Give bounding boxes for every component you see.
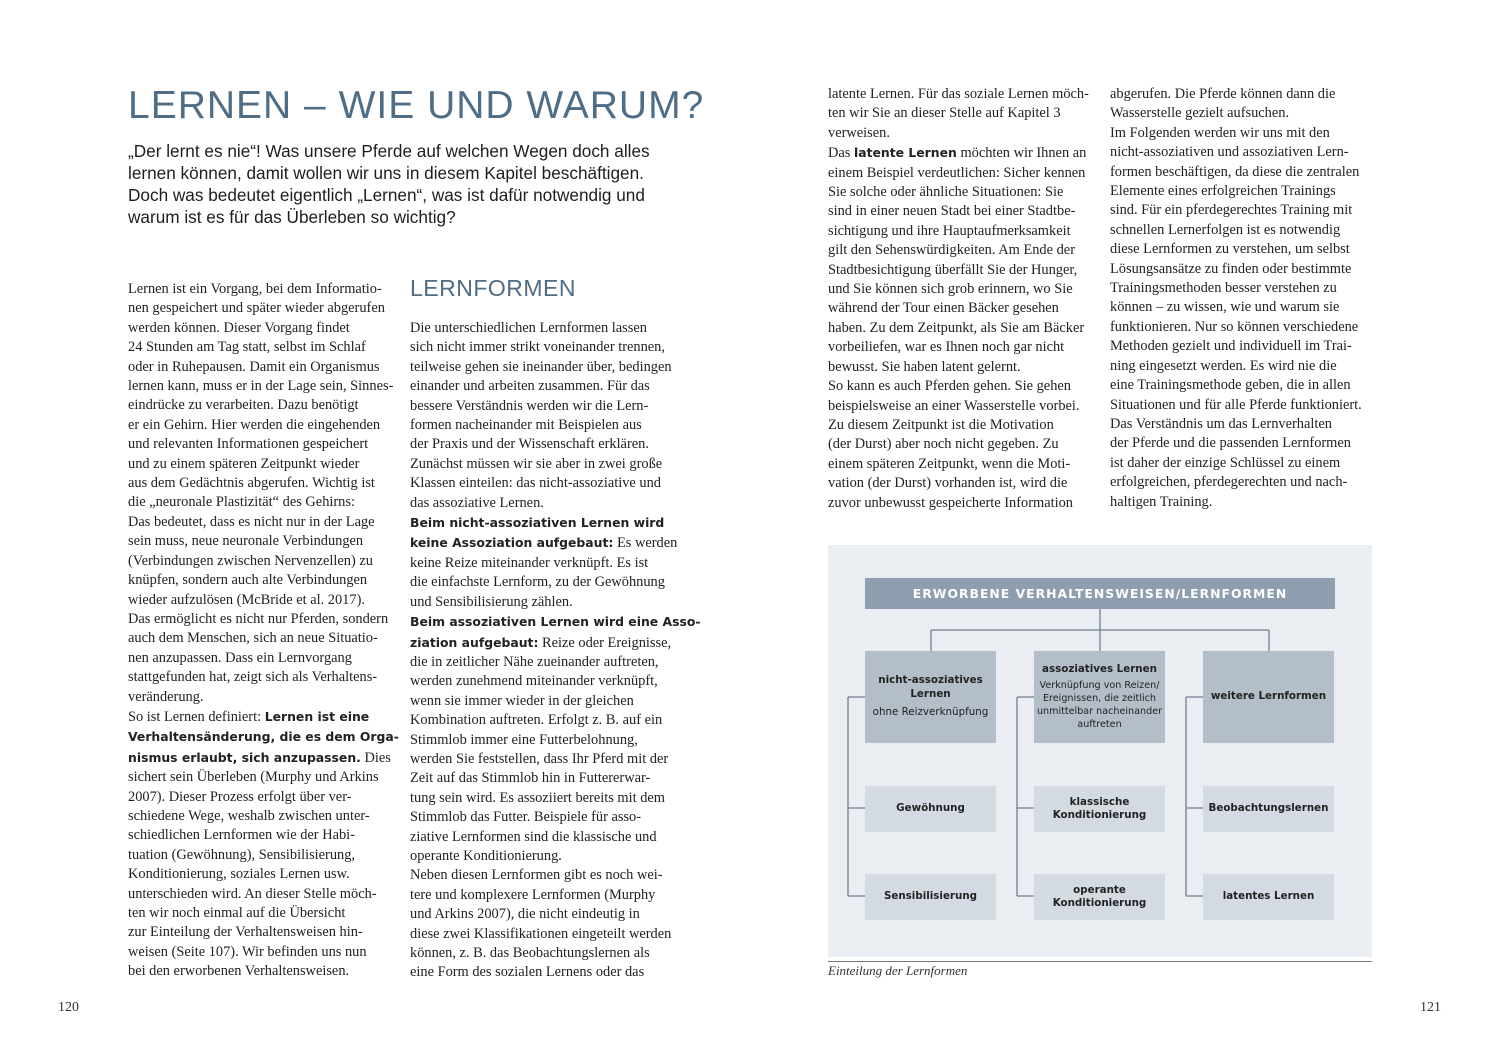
text-run: operante Konditionierung. <box>410 847 562 864</box>
text-run: werden zunehmend miteinander verknüpft, <box>410 673 658 690</box>
text-run: bewusst. Sie haben latent gelernt. <box>828 358 1021 375</box>
text-run: Es werden <box>613 535 678 552</box>
text-line <box>828 338 1089 357</box>
text-line <box>410 711 701 730</box>
text-run: eindrücke zu verarbeiten. Dazu benötigt <box>128 397 359 414</box>
box-title-line: Konditionierung <box>1052 809 1147 821</box>
text-run: vation (der Durst) vorhanden ist, wird die <box>828 475 1068 492</box>
text-run: sichert sein Überleben (Murphy und Arkins <box>128 769 379 786</box>
text-line <box>828 358 1089 377</box>
text-line <box>828 377 1089 396</box>
text-line <box>828 494 1089 513</box>
text-line <box>128 885 399 904</box>
text-line <box>828 319 1089 338</box>
text-run: 24 Stunden am Tag statt, selbst im Schlaf <box>128 339 366 356</box>
text-line <box>128 923 399 942</box>
body-column-3 <box>828 85 1089 513</box>
text-line <box>410 533 701 553</box>
text-line <box>128 377 399 396</box>
text-run: Sie solche oder ähnliche Situationen: Sie <box>828 184 1064 201</box>
text-run: Wasserstelle gezielt aufsuchen. <box>1110 105 1290 122</box>
bold-text: latente Lernen <box>853 145 957 161</box>
text-line <box>1110 124 1362 143</box>
box-beobachtungslernen <box>1203 786 1334 832</box>
text-line <box>410 847 701 866</box>
box-title-line: Gewöhnung <box>896 802 965 815</box>
text-run: Stimmlob das Futter. Beispiele für asso- <box>410 809 642 826</box>
text-line <box>128 455 399 474</box>
text-run: Methoden gezielt und individuell im Trai- <box>1110 338 1352 355</box>
text-line <box>828 143 1089 163</box>
text-run: eine Trainingsmethode geben, die in allen <box>1110 377 1351 394</box>
box-subtitle-line: Verknüpfung von Reizen/ <box>1039 680 1160 692</box>
text-line <box>1110 376 1362 395</box>
text-run: Das <box>828 145 854 162</box>
text-run: diese Lernformen zu verstehen, um selbst <box>1110 241 1350 258</box>
text-line <box>128 668 399 687</box>
text-line <box>410 828 701 847</box>
text-run: nen anzupassen. Dass ein Lernvorgang <box>128 649 352 666</box>
text-run: aus dem Gedächtnis abgerufen. Wichtig ist <box>128 475 375 492</box>
text-line <box>410 944 701 963</box>
text-run: funktionieren. Nur so können verschiedene <box>1110 318 1359 335</box>
text-run: veränderung. <box>128 688 204 705</box>
page-number-left: 120 <box>58 1000 79 1015</box>
text-run: wenn sie immer wieder in der gleichen <box>410 692 634 709</box>
diagram-header: ERWORBENE VERHALTENSWEISEN/LERNFORMEN <box>865 578 1335 609</box>
text-run: bei den erworbenen Verhaltensweisen. <box>128 963 350 980</box>
box-gewoehnung <box>865 786 996 832</box>
text-run: knüpfen, sondern auch alte Verbindungen <box>128 572 368 589</box>
text-line <box>410 554 701 573</box>
text-run: Lösungsansätze zu finden oder bestimmte <box>1110 260 1352 277</box>
text-run: nen gespeichert und später wieder abgerufen <box>128 300 385 317</box>
text-run: sich nicht immer strikt voneinander trennen, <box>410 339 665 356</box>
text-line <box>410 789 701 808</box>
text-line <box>128 571 399 590</box>
box-subtitle-line: unmittelbar nacheinander <box>1036 706 1163 718</box>
text-run: lernen kann, muss er in der Lage sein, Sinnes- <box>128 378 394 395</box>
text-line <box>128 416 399 435</box>
text-run: formen beschäftigen, da diese die zentralen <box>1110 163 1360 180</box>
text-line <box>1110 221 1362 240</box>
text-run: werden können. Dieser Vorgang findet <box>128 319 350 336</box>
text-line <box>828 124 1089 143</box>
text-run: und zu einem späteren Zeitpunkt wieder <box>128 455 360 472</box>
page-number-right: 121 <box>1420 1000 1441 1015</box>
text-run: Zunächst müssen wir sie aber in zwei große <box>410 455 663 472</box>
text-line <box>410 750 701 769</box>
text-line <box>410 397 701 416</box>
text-line <box>828 164 1089 183</box>
text-run: So ist Lernen definiert: <box>128 708 265 725</box>
text-run: das assoziative Lernen. <box>410 494 544 511</box>
box-assoziatives-lernen <box>1034 651 1165 743</box>
text-run: Stimmlob immer eine Futterbelohnung, <box>410 731 638 748</box>
text-line <box>410 513 701 533</box>
text-run: er ein Gehirn. Hier werden die eingehenden <box>128 416 381 433</box>
text-line <box>1110 260 1362 279</box>
box-title-line: assoziatives Lernen <box>1042 662 1157 675</box>
text-run: einem Beispiel verdeutlichen: Sicher kennen <box>828 164 1086 181</box>
text-line <box>410 435 701 454</box>
text-line <box>128 493 399 512</box>
text-line <box>410 377 701 396</box>
text-run: der Praxis und der Wissenschaft erklären. <box>410 436 649 453</box>
text-line <box>828 280 1089 299</box>
text-line <box>410 494 701 513</box>
text-run: zur Einteilung der Verhaltensweisen hin- <box>128 924 363 941</box>
text-run: gilt den Sehenswürdigkeiten. Am Ende der <box>828 242 1075 259</box>
text-run: schiedlichen Lernformen wie der Habi- <box>128 827 355 844</box>
body-column-1 <box>128 280 399 982</box>
text-run: 2007). Dieser Prozess erfolgt über ver- <box>128 788 352 805</box>
intro-line: warum ist es für das Überleben so wichtig? <box>128 207 456 227</box>
section-title-lernformen: LERNFORMEN <box>410 275 577 301</box>
text-run: die einfachste Lernform, zu der Gewöhnung <box>410 574 665 591</box>
box-title-line: Konditionierung <box>1052 897 1147 909</box>
text-run: und relevanten Informationen gespeichert <box>128 436 369 453</box>
text-run: verweisen. <box>828 124 890 141</box>
text-run: Neben diesen Lernformen gibt es noch wei- <box>410 867 663 884</box>
text-run: Klassen einteilen: das nicht-assoziative und <box>410 475 661 492</box>
text-line <box>1110 473 1362 492</box>
text-line <box>828 435 1089 454</box>
text-line <box>410 769 701 788</box>
box-nicht-assoziatives-lernen <box>865 651 996 743</box>
text-run: zuvor unbewusst gespeicherte Information <box>828 494 1073 511</box>
text-line <box>128 474 399 493</box>
text-line <box>1110 298 1362 317</box>
text-run: Dies <box>360 749 391 766</box>
text-line <box>128 338 399 357</box>
text-run: einem späteren Zeitpunkt, wenn die Moti- <box>828 455 1071 472</box>
text-line <box>828 261 1089 280</box>
text-run: können – zu wissen, wie und warum sie <box>1110 299 1340 316</box>
text-run: Situationen und für alle Pferde funktioniert. <box>1110 396 1362 413</box>
text-run: unterschieden wird. An dieser Stelle möch- <box>128 885 377 902</box>
box-operante-konditionierung <box>1034 874 1165 920</box>
text-line <box>128 688 399 707</box>
text-line <box>1110 240 1362 259</box>
text-line <box>828 85 1089 104</box>
bold-text: Beim assoziativen Lernen wird eine Asso- <box>410 614 701 630</box>
text-line <box>128 768 399 787</box>
text-line <box>128 435 399 454</box>
text-run: sind. Für ein pferdegerechtes Training mit <box>1110 202 1353 219</box>
text-run: können, z. B. das Beobachtungslernen als <box>410 945 650 961</box>
text-line <box>410 455 701 474</box>
text-run: schiedene Wege, weshalb zwischen unter- <box>128 807 370 824</box>
text-run: sind in einer neuen Stadt bei einer Stadtbe- <box>828 203 1076 220</box>
text-line <box>410 358 701 377</box>
text-run: während der Tour einen Bäcker gesehen <box>828 300 1059 317</box>
text-run: weisen (Seite 107). Wir befinden uns nun <box>128 943 367 960</box>
text-run: Elemente eines erfolgreichen Trainings <box>1110 183 1336 200</box>
body-column-4 <box>1110 85 1362 512</box>
text-run: Kombination auftreten. Erfolgt z. B. auf ein <box>410 712 663 729</box>
text-run: abgerufen. Die Pferde können dann die <box>1110 86 1336 102</box>
text-line <box>128 591 399 610</box>
text-run: haltigen Training. <box>1110 493 1213 510</box>
text-line <box>1110 493 1362 512</box>
text-run: ten wir noch einmal auf die Übersicht <box>128 905 346 921</box>
text-run: ziative Lernformen sind die klassische und <box>410 828 657 845</box>
text-line <box>1110 163 1362 182</box>
text-run: und Sensibilisierung zählen. <box>410 593 573 610</box>
text-line <box>128 299 399 318</box>
text-line <box>128 358 399 377</box>
text-line <box>828 202 1089 221</box>
intro-line: lernen können, damit wollen wir uns in diesem Kapitel beschäftigen. <box>128 163 644 183</box>
text-line <box>828 299 1089 318</box>
text-line <box>410 474 701 493</box>
box-latentes-lernen <box>1203 874 1334 920</box>
text-line <box>128 748 399 768</box>
text-run: der Pferde und die passenden Lernformen <box>1110 435 1351 452</box>
box-title-line: Sensibilisierung <box>883 890 978 903</box>
right-page <box>750 0 1500 1059</box>
box-title-line: Beobachtungslernen <box>1208 802 1329 815</box>
body-column-2 <box>410 319 701 983</box>
learning-forms-diagram <box>828 545 1372 957</box>
text-run: Stadtbesichtigung überfällt Sie der Hunger, <box>828 261 1078 278</box>
text-run: die „neuronale Plastizität“ des Gehirns: <box>128 494 355 511</box>
text-run: Das ermöglicht es nicht nur Pferden, sondern <box>128 610 389 627</box>
text-run: formen nacheinander mit Beispielen aus <box>410 417 642 434</box>
text-run: tung sein wird. Es assoziiert bereits mit dem <box>410 789 665 806</box>
text-line <box>128 826 399 845</box>
text-line <box>828 222 1089 241</box>
text-run: eine Form des sozialen Lernens oder das <box>410 964 645 981</box>
text-line <box>128 513 399 532</box>
text-line <box>828 474 1089 493</box>
text-run: stattgefunden hat, zeigt sich als Verhaltens- <box>128 669 378 686</box>
text-line <box>1110 318 1362 337</box>
box-subtitle-line: Ereignissen, die zeitlich <box>1042 693 1157 705</box>
text-line <box>828 455 1089 474</box>
text-line <box>128 532 399 551</box>
text-run: Das bedeutet, dass es nicht nur in der Lage <box>128 513 375 530</box>
text-line <box>410 338 701 357</box>
text-line <box>828 183 1089 202</box>
text-run: latente Lernen. Für das soziale Lernen möch- <box>828 86 1089 102</box>
text-line <box>128 962 399 981</box>
text-run: tuation (Gewöhnung), Sensibilisierung, <box>128 846 356 863</box>
text-line <box>128 610 399 629</box>
text-line <box>410 692 701 711</box>
text-line <box>828 104 1089 123</box>
bold-text: Verhaltensänderung, die es dem Orga- <box>128 729 399 745</box>
text-run: (Verbindungen zwischen Nervenzellen) zu <box>128 552 373 569</box>
text-run: Trainingsmethoden besser verstehen zu <box>1110 280 1337 297</box>
text-run: sichtigung und ihre Hauptaufmerksamkeit <box>828 222 1071 239</box>
text-run: Im Folgenden werden wir uns mit den <box>1110 124 1330 141</box>
text-line <box>128 649 399 668</box>
text-run: (der Durst) aber noch nicht gegeben. Zu <box>828 436 1059 453</box>
text-line <box>1110 357 1362 376</box>
text-line <box>410 866 701 885</box>
text-line <box>128 865 399 884</box>
text-run: beispielsweise an einer Wasserstelle vorbei. <box>828 397 1080 414</box>
text-run: die in zeitlicher Nähe zueinander auftreten, <box>410 653 659 670</box>
text-run: ning eingesetzt werden. Es wird nie die <box>1110 357 1337 374</box>
bold-text: Lernen ist eine <box>264 708 370 724</box>
bold-text: keine Assoziation aufgebaut: <box>410 535 614 551</box>
bold-text: nismus erlaubt, sich anzupassen. <box>128 749 361 765</box>
bold-text: Beim nicht-assoziativen Lernen wird <box>410 515 665 531</box>
intro-line: „Der lernt es nie“! Was unsere Pferde auf welchen Wegen doch alles <box>128 141 650 161</box>
text-line <box>1110 182 1362 201</box>
text-line <box>1110 104 1362 123</box>
text-line <box>410 963 701 982</box>
text-run: möchten wir Ihnen an <box>956 145 1087 162</box>
text-line <box>410 886 701 905</box>
text-line <box>128 280 399 299</box>
box-weitere-lernformen <box>1203 651 1334 743</box>
text-line <box>1110 337 1362 356</box>
text-line <box>410 633 701 653</box>
text-line <box>410 925 701 944</box>
text-run: So kann es auch Pferden gehen. Sie gehen <box>828 378 1071 395</box>
text-line <box>1110 279 1362 298</box>
text-line <box>410 319 701 338</box>
text-run: Das Verständnis um das Lernverhalten <box>1110 415 1332 432</box>
text-line <box>1110 201 1362 220</box>
chapter-intro <box>128 140 688 228</box>
text-run: auch dem Menschen, sich an neue Situatio- <box>128 630 378 647</box>
text-line <box>410 573 701 592</box>
box-sensibilisierung <box>865 874 996 920</box>
text-line <box>128 707 399 727</box>
text-run: erfolgreichen, pferdegerechten und nach- <box>1110 474 1348 491</box>
diagram-caption: Einteilung der Lernformen <box>828 963 968 978</box>
text-run: oder in Ruhepausen. Damit ein Organismus <box>128 358 380 375</box>
text-line <box>128 788 399 807</box>
text-run: Konditionierung, soziales Lernen usw. <box>128 866 350 883</box>
box-title-line: latentes Lernen <box>1222 890 1315 903</box>
chapter-title: LERNEN – WIE UND WARUM? <box>128 84 705 127</box>
text-line <box>1110 143 1362 162</box>
text-line <box>1110 434 1362 453</box>
text-run: haben. Zu dem Zeitpunkt, als Sie am Bäcker <box>828 319 1085 336</box>
text-line <box>128 943 399 962</box>
text-run: teilweise gehen sie ineinander über, bedingen <box>410 358 672 375</box>
text-line <box>1110 85 1362 104</box>
text-run: und Sie können sich grob erinnern, wo Sie <box>828 281 1073 298</box>
text-run: Lernen ist ein Vorgang, bei dem Informatio- <box>128 281 382 297</box>
text-line <box>1110 454 1362 473</box>
text-run: vorbeiliefen, war es Ihnen noch gar nicht <box>828 339 1065 356</box>
bold-text: ziation aufgebaut: <box>410 634 539 650</box>
text-line <box>128 727 399 747</box>
text-run: wieder aufzulösen (McBride et al. 2017). <box>128 591 365 608</box>
text-line <box>410 672 701 691</box>
text-line <box>128 319 399 338</box>
text-line <box>410 808 701 827</box>
text-run: keine Reize miteinander verknüpft. Es ist <box>410 554 649 571</box>
text-run: diese zwei Klassifikationen eingeteilt werden <box>410 925 672 942</box>
text-run: Zu diesem Zeitpunkt ist die Motivation <box>828 416 1054 433</box>
text-line <box>1110 415 1362 434</box>
box-klassische-konditionierung <box>1034 786 1165 832</box>
box-title-line: weitere Lernformen <box>1210 690 1327 703</box>
caption-rule <box>828 961 1372 962</box>
text-line <box>1110 396 1362 415</box>
text-line <box>410 612 701 632</box>
text-line <box>828 241 1089 260</box>
intro-line: Doch was bedeutet eigentlich „Lernen“, was ist dafür notwendig und <box>128 185 645 205</box>
text-run: Die unterschiedlichen Lernformen lassen <box>410 320 647 336</box>
text-run: tere und komplexere Lernformen (Murphy <box>410 886 656 903</box>
text-run: nicht-assoziativen und assoziativen Lern- <box>1110 144 1349 161</box>
text-line <box>128 846 399 865</box>
text-run: und Arkins 2007), die nicht eindeutig in <box>410 906 640 923</box>
text-run: werden Sie feststellen, dass Ihr Pferd mit der <box>410 750 669 767</box>
text-line <box>128 629 399 648</box>
text-run: Zeit auf das Stimmlob hin in Futtererwar- <box>410 770 651 787</box>
text-line <box>410 593 701 612</box>
box-subtitle-line: auftreten <box>1077 719 1122 731</box>
text-line <box>410 653 701 672</box>
text-line <box>410 905 701 924</box>
box-title-line: Lernen <box>910 687 951 700</box>
text-run: bessere Verständnis werden wir die Lern- <box>410 397 649 414</box>
text-line <box>128 552 399 571</box>
text-line <box>128 904 399 923</box>
box-title-line: operante <box>1073 883 1126 896</box>
box-subtitle-line: ohne Reizverknüpfung <box>872 706 989 719</box>
box-title-line: nicht-assoziatives <box>878 674 983 687</box>
text-line <box>410 416 701 435</box>
text-line <box>828 416 1089 435</box>
text-line <box>128 807 399 826</box>
text-run: schnellen Lernerfolgen ist es notwendig <box>1110 221 1341 238</box>
text-run: ten wir Sie an dieser Stelle auf Kapitel 3 <box>828 105 1061 122</box>
text-line <box>410 731 701 750</box>
text-run: einander und arbeiten zusammen. Für das <box>410 378 650 395</box>
text-line <box>828 397 1089 416</box>
text-run: ist daher der einzige Schlüssel zu einem <box>1110 454 1341 471</box>
text-line <box>128 396 399 415</box>
text-run: sein muss, neue neuronale Verbindungen <box>128 533 364 550</box>
box-title-line: klassische <box>1069 795 1130 808</box>
text-run: Reize oder Ereignisse, <box>538 634 672 651</box>
